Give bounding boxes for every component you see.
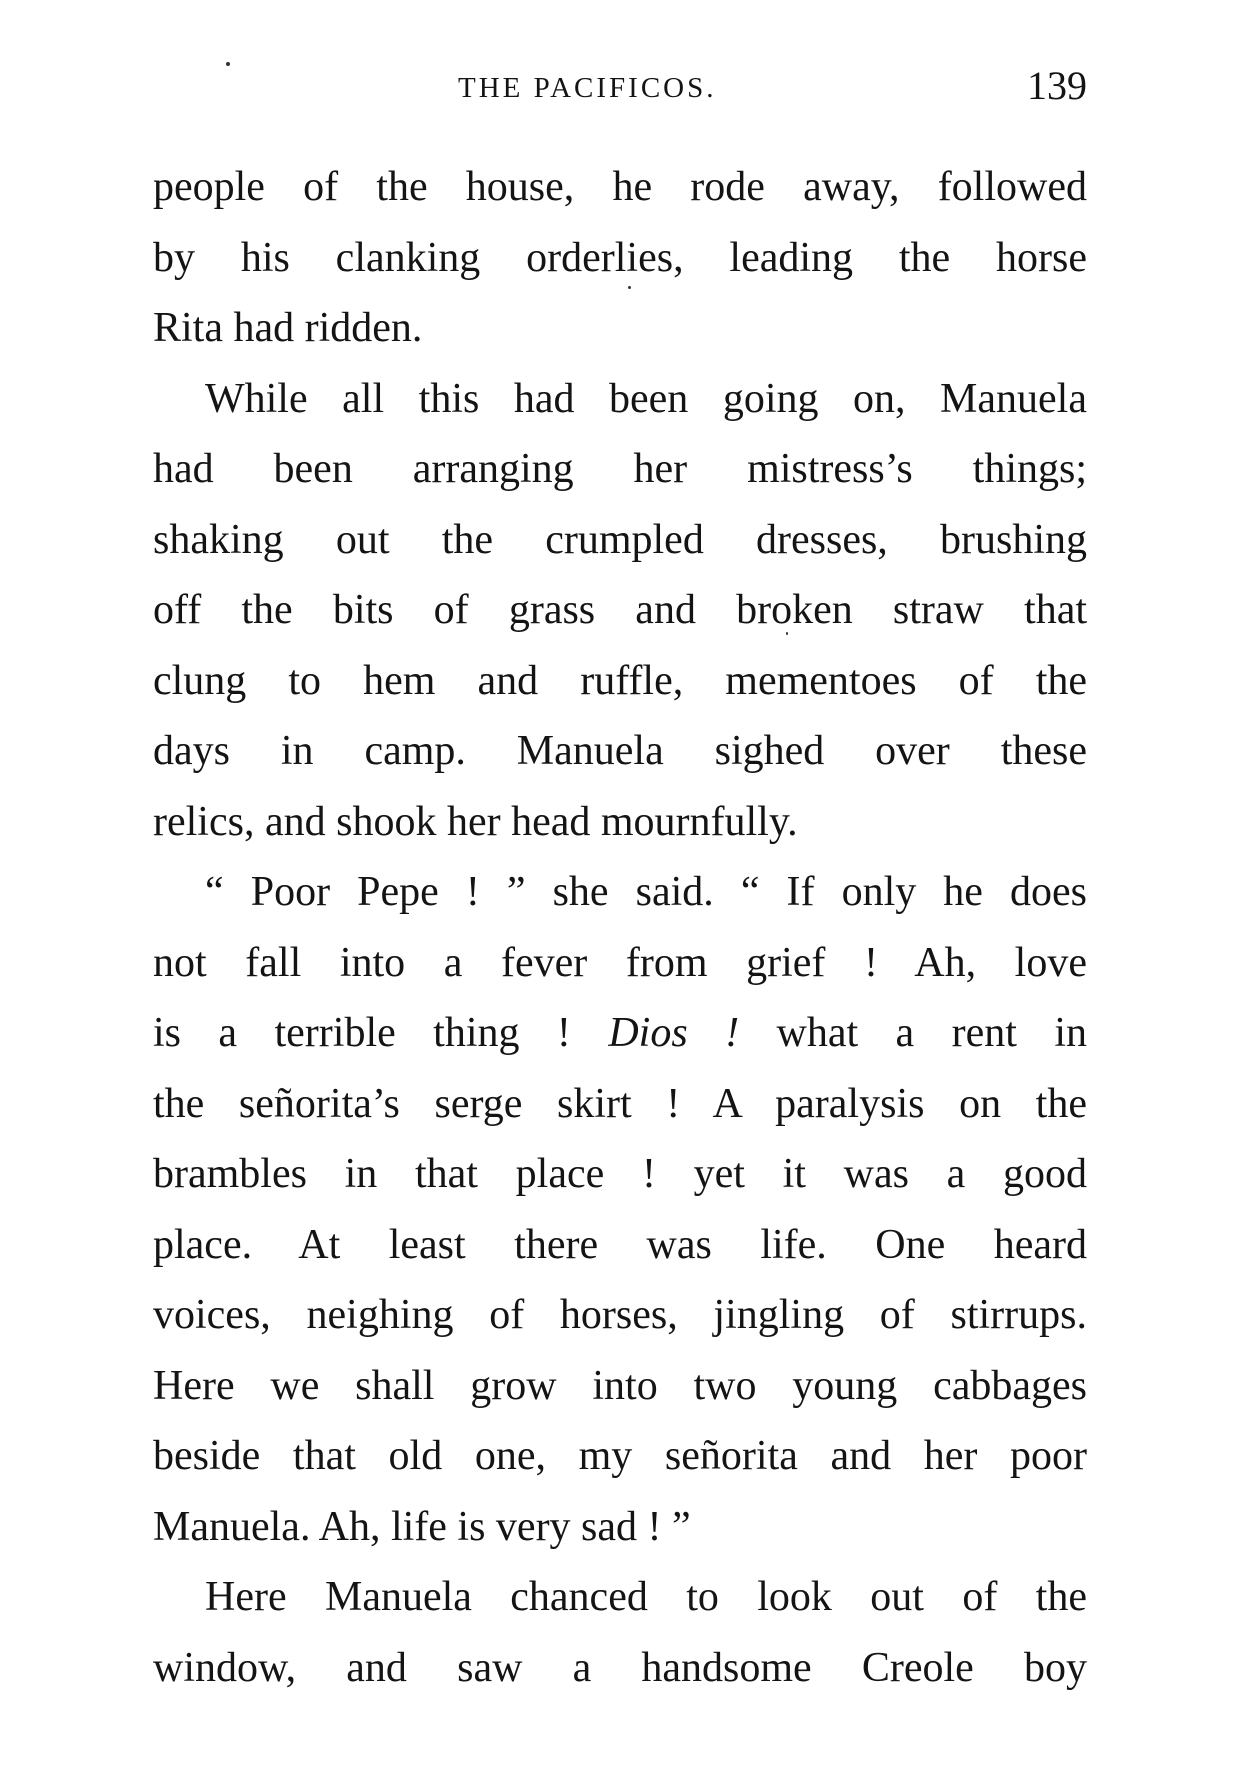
italic-word: Dios ! [608, 1010, 740, 1056]
text-line: the señorita’s serge skirt ! A paralysis on the [153, 1080, 1087, 1127]
text-line: brambles in that place ! yet it was a good [153, 1151, 1087, 1197]
text-line: Rita had ridden. [153, 305, 423, 351]
text-line: place. At least there was life. One heard [153, 1221, 1087, 1268]
text-line: Here we shall grow into two young cabbages [153, 1362, 1087, 1409]
text-line: not fall into a fever from grief ! Ah, love [153, 939, 1087, 986]
body-text [153, 152, 1087, 1703]
text-line: off the bits of grass and broken straw that [153, 587, 1087, 633]
page-header [153, 62, 1087, 112]
text-line: people of the house, he rode away, followed [153, 164, 1087, 210]
text-line-mixed [153, 998, 1087, 1069]
text-line: window, and saw a handsome Creole boy [153, 1644, 1087, 1691]
text-line: voices, neighing of horses, jingling of stirrups. [153, 1292, 1087, 1338]
text-line: shaking out the crumpled dresses, brushing [153, 516, 1087, 563]
running-title: THE PACIFICOS. [458, 72, 717, 104]
text-line: by his clanking orderlies, leading the horse [153, 234, 1087, 281]
text-line: relics, and shook her head mournfully. [153, 798, 798, 845]
text-segment: is a terrible thing ! [153, 1010, 571, 1056]
text-line: had been arranging her mistress’s things; [153, 446, 1087, 492]
text-line: “ Poor Pepe ! ” she said. “ If only he does [205, 869, 1087, 915]
text-line: While all this had been going on, Manuela [205, 375, 1087, 422]
text-line: Manuela. Ah, life is very sad ! ” [153, 1503, 691, 1550]
print-speck [226, 62, 230, 66]
text-segment: what a rent in [776, 1010, 1087, 1056]
text-line: days in camp. Manuela sighed over these [153, 728, 1087, 774]
text-line: Here Manuela chanced to look out of the [205, 1574, 1087, 1620]
page-number: 139 [1027, 63, 1087, 108]
text-line: clung to hem and ruffle, mementoes of the [153, 657, 1087, 704]
text-line: beside that old one, my señorita and her poor [153, 1433, 1087, 1479]
